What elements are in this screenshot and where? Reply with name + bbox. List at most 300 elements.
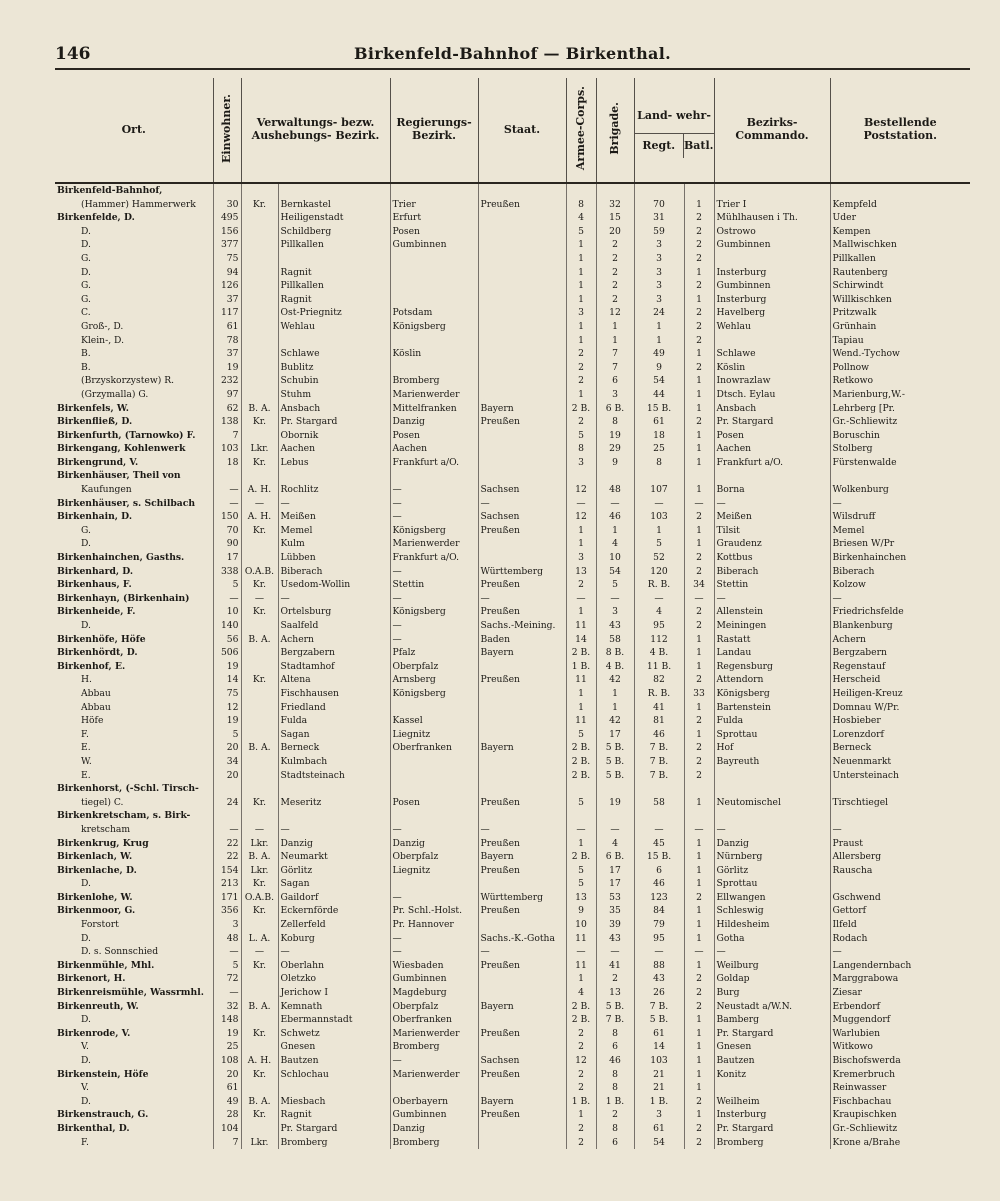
entry-admin-district: Usedom-Wollin bbox=[278, 578, 390, 592]
entry-state: Württemberg bbox=[478, 891, 566, 905]
entry-brigade: 8 bbox=[596, 415, 634, 429]
entry-post-station: Kremerbruch bbox=[830, 1068, 970, 1082]
entry-district-command: Meißen bbox=[714, 510, 830, 524]
entry-state: Bayern bbox=[478, 1095, 566, 1109]
entry-admin-district: Schwetz bbox=[278, 1027, 390, 1041]
table-row bbox=[55, 510, 970, 524]
table-row bbox=[55, 252, 970, 266]
entry-inhabitants: 338 bbox=[213, 565, 241, 579]
entry-inhabitants: 37 bbox=[213, 293, 241, 307]
entry-regiment: 79 bbox=[634, 918, 684, 932]
table-body bbox=[55, 183, 970, 1149]
entry-post-station: Ziesar bbox=[830, 986, 970, 1000]
table-row bbox=[55, 809, 970, 823]
entry-regierungsbezirk: Gumbinnen bbox=[390, 972, 478, 986]
landwehr-batl: Batl. bbox=[684, 138, 714, 152]
entry-inhabitants: 18 bbox=[213, 456, 241, 470]
entry-battalion bbox=[684, 183, 714, 198]
entry-admin-type: A. H. bbox=[241, 510, 278, 524]
entry-inhabitants: 48 bbox=[213, 932, 241, 946]
entry-name: Birkenstein, Höfe bbox=[57, 1068, 149, 1080]
entry-state bbox=[478, 361, 566, 375]
table-row bbox=[55, 1095, 970, 1109]
table-row bbox=[55, 1040, 970, 1054]
entry-admin-district: Koburg bbox=[278, 932, 390, 946]
entry-brigade: 12 bbox=[596, 306, 634, 320]
entry-battalion: 2 bbox=[684, 673, 714, 687]
entry-admin-type bbox=[241, 1081, 278, 1095]
entry-admin-type bbox=[241, 429, 278, 443]
entry-post-station: — bbox=[830, 945, 970, 959]
entry-name: D. bbox=[81, 239, 91, 251]
entry-admin-type bbox=[241, 334, 278, 348]
entry-state bbox=[478, 551, 566, 565]
entry-brigade: 6 B. bbox=[596, 850, 634, 864]
entry-admin-district: Wehlau bbox=[278, 320, 390, 334]
entry-army-corps: 4 bbox=[566, 211, 596, 225]
table-row bbox=[55, 578, 970, 592]
entry-regierungsbezirk bbox=[390, 755, 478, 769]
entry-battalion: 2 bbox=[684, 361, 714, 375]
entry-inhabitants bbox=[213, 809, 241, 823]
entry-battalion: 2 bbox=[684, 1000, 714, 1014]
table-row bbox=[55, 1000, 970, 1014]
entry-brigade: 5 B. bbox=[596, 755, 634, 769]
entry-inhabitants: 19 bbox=[213, 1027, 241, 1041]
table-row bbox=[55, 769, 970, 783]
entry-name: D. bbox=[81, 878, 91, 890]
entry-admin-type bbox=[241, 1013, 278, 1027]
entry-army-corps: 1 bbox=[566, 320, 596, 334]
entry-admin-district: Zellerfeld bbox=[278, 918, 390, 932]
entry-army-corps: 11 bbox=[566, 714, 596, 728]
entry-inhabitants: 154 bbox=[213, 864, 241, 878]
entry-brigade: 17 bbox=[596, 877, 634, 891]
entry-inhabitants: 90 bbox=[213, 537, 241, 551]
entry-brigade: 1 bbox=[596, 334, 634, 348]
entry-inhabitants: 148 bbox=[213, 1013, 241, 1027]
entry-army-corps: 2 bbox=[566, 578, 596, 592]
entry-regierungsbezirk: Pr. Hannover bbox=[390, 918, 478, 932]
table-row bbox=[55, 361, 970, 375]
entry-admin-district: Sagan bbox=[278, 877, 390, 891]
entry-district-command: Weilburg bbox=[714, 959, 830, 973]
entry-inhabitants: 108 bbox=[213, 1054, 241, 1068]
entry-army-corps: 4 bbox=[566, 986, 596, 1000]
entry-regiment: 52 bbox=[634, 551, 684, 565]
entry-battalion: 1 bbox=[684, 1081, 714, 1095]
entry-regierungsbezirk bbox=[390, 877, 478, 891]
entry-brigade: 42 bbox=[596, 714, 634, 728]
entry-army-corps: 14 bbox=[566, 633, 596, 647]
entry-post-station: Lehrberg [Pr. bbox=[830, 402, 970, 416]
entry-admin-district bbox=[278, 334, 390, 348]
entry-post-station bbox=[830, 877, 970, 891]
entry-inhabitants: 17 bbox=[213, 551, 241, 565]
entry-inhabitants: 37 bbox=[213, 347, 241, 361]
entry-admin-type bbox=[241, 361, 278, 375]
entry-district-command: Görlitz bbox=[714, 864, 830, 878]
entry-battalion: 2 bbox=[684, 320, 714, 334]
entry-battalion: 1 bbox=[684, 266, 714, 280]
table-row bbox=[55, 932, 970, 946]
entry-brigade: 5 B. bbox=[596, 1000, 634, 1014]
entry-name: G. bbox=[81, 524, 91, 536]
entry-admin-district: Görlitz bbox=[278, 864, 390, 878]
entry-inhabitants: 7 bbox=[213, 429, 241, 443]
entry-state: Württemberg bbox=[478, 565, 566, 579]
entry-battalion: 1 bbox=[684, 388, 714, 402]
entry-post-station: — bbox=[830, 823, 970, 837]
entry-name: Birkenthal, D. bbox=[57, 1122, 130, 1134]
entry-name: D. bbox=[81, 620, 91, 631]
entry-post-station: Reinwasser bbox=[830, 1081, 970, 1095]
entry-regierungsbezirk: Gumbinnen bbox=[390, 238, 478, 252]
entry-inhabitants: — bbox=[213, 945, 241, 959]
entry-regierungsbezirk: Erfurt bbox=[390, 211, 478, 225]
entry-battalion: 2 bbox=[684, 741, 714, 755]
entry-regiment: 61 bbox=[634, 415, 684, 429]
entry-admin-type: O.A.B. bbox=[241, 565, 278, 579]
entry-regierungsbezirk: — bbox=[390, 945, 478, 959]
entry-army-corps: 5 bbox=[566, 877, 596, 891]
entry-admin-type bbox=[241, 320, 278, 334]
entry-admin-type bbox=[241, 728, 278, 742]
entry-regierungsbezirk: Posen bbox=[390, 429, 478, 443]
table-row bbox=[55, 388, 970, 402]
entry-regierungsbezirk: Wiesbaden bbox=[390, 959, 478, 973]
entry-army-corps: 13 bbox=[566, 891, 596, 905]
entry-admin-district: Ortelsburg bbox=[278, 605, 390, 619]
entry-name: Birkenhayn, (Birkenhain) bbox=[57, 592, 190, 604]
entry-regiment: 7 B. bbox=[634, 755, 684, 769]
entry-army-corps: 1 bbox=[566, 537, 596, 551]
entry-name: Birkenfels, W. bbox=[57, 402, 129, 414]
table-row bbox=[55, 238, 970, 252]
entry-army-corps: 1 bbox=[566, 238, 596, 252]
entry-regierungsbezirk: Marienwerder bbox=[390, 388, 478, 402]
entry-battalion: 1 bbox=[684, 483, 714, 497]
entry-inhabitants: 49 bbox=[213, 1095, 241, 1109]
entry-regiment: — bbox=[634, 497, 684, 511]
table-row bbox=[55, 320, 970, 334]
table-row bbox=[55, 796, 970, 810]
entry-name: D. bbox=[81, 1095, 91, 1107]
entry-brigade bbox=[596, 183, 634, 198]
entry-state: Sachsen bbox=[478, 1054, 566, 1068]
entry-battalion: — bbox=[684, 945, 714, 959]
table-row bbox=[55, 524, 970, 538]
entry-admin-district bbox=[278, 469, 390, 483]
entry-name: Birkenlohe, W. bbox=[57, 891, 133, 903]
entry-brigade: 53 bbox=[596, 891, 634, 905]
entry-post-station: Hosbieber bbox=[830, 714, 970, 728]
entry-regierungsbezirk: Oberpfalz bbox=[390, 850, 478, 864]
entry-battalion: 2 bbox=[684, 755, 714, 769]
entry-regierungsbezirk: Pfalz bbox=[390, 646, 478, 660]
entry-inhabitants: 232 bbox=[213, 374, 241, 388]
entry-admin-type: A. H. bbox=[241, 483, 278, 497]
entry-regiment: 7 B. bbox=[634, 769, 684, 783]
entry-regiment: 123 bbox=[634, 891, 684, 905]
entry-post-station: Retkowo bbox=[830, 374, 970, 388]
entry-battalion: 1 bbox=[684, 1013, 714, 1027]
entry-admin-district: Stuhm bbox=[278, 388, 390, 402]
table-row bbox=[55, 687, 970, 701]
entry-district-command: Tilsit bbox=[714, 524, 830, 538]
entry-admin-district: Bergzabern bbox=[278, 646, 390, 660]
entry-battalion: 2 bbox=[684, 551, 714, 565]
entry-state bbox=[478, 306, 566, 320]
entry-brigade: 17 bbox=[596, 728, 634, 742]
entry-admin-district: Ragnit bbox=[278, 1108, 390, 1122]
entry-admin-district: Biberach bbox=[278, 565, 390, 579]
entry-brigade: 2 bbox=[596, 279, 634, 293]
table-row bbox=[55, 334, 970, 348]
entry-admin-type bbox=[241, 918, 278, 932]
entry-state bbox=[478, 769, 566, 783]
entry-admin-district: Gnesen bbox=[278, 1040, 390, 1054]
entry-regiment: 15 B. bbox=[634, 850, 684, 864]
entry-regierungsbezirk: — bbox=[390, 497, 478, 511]
entry-name: Birkenhainchen, Gasths. bbox=[57, 552, 185, 564]
table-row bbox=[55, 469, 970, 483]
entry-state: Bayern bbox=[478, 741, 566, 755]
col-verwaltung: Verwaltungs- bezw. Aushebungs- Bezirk. bbox=[241, 78, 390, 183]
entry-admin-type bbox=[241, 293, 278, 307]
entry-brigade: 1 bbox=[596, 687, 634, 701]
table-row bbox=[55, 728, 970, 742]
entry-brigade: — bbox=[596, 592, 634, 606]
entry-regiment: 49 bbox=[634, 347, 684, 361]
entry-inhabitants: 25 bbox=[213, 1040, 241, 1054]
entry-battalion: 1 bbox=[684, 456, 714, 470]
entry-regierungsbezirk: Bromberg bbox=[390, 1040, 478, 1054]
entry-post-station: Wilsdruff bbox=[830, 510, 970, 524]
entry-regiment: 25 bbox=[634, 442, 684, 456]
entry-regiment: R. B. bbox=[634, 687, 684, 701]
entry-admin-district: Bernkastel bbox=[278, 198, 390, 212]
entry-admin-type bbox=[241, 972, 278, 986]
entry-army-corps: 11 bbox=[566, 932, 596, 946]
entry-post-station: Warlubien bbox=[830, 1027, 970, 1041]
entry-state: Preußen bbox=[478, 1027, 566, 1041]
entry-admin-type bbox=[241, 469, 278, 483]
entry-regierungsbezirk: — bbox=[390, 592, 478, 606]
entry-post-station: Kempen bbox=[830, 225, 970, 239]
entry-name: Birkenhaus, F. bbox=[57, 579, 132, 591]
entry-inhabitants bbox=[213, 782, 241, 796]
col-ort: Ort. bbox=[55, 78, 213, 183]
entry-admin-type: — bbox=[241, 823, 278, 837]
entry-regierungsbezirk: Oberpfalz bbox=[390, 660, 478, 674]
entry-brigade: 1 bbox=[596, 524, 634, 538]
entry-regiment: 21 bbox=[634, 1081, 684, 1095]
entry-name: Birkenlache, D. bbox=[57, 864, 137, 876]
entry-state: Bayern bbox=[478, 646, 566, 660]
entry-regiment: 46 bbox=[634, 728, 684, 742]
entry-regierungsbezirk bbox=[390, 769, 478, 783]
entry-admin-type: — bbox=[241, 592, 278, 606]
entry-admin-type bbox=[241, 660, 278, 674]
entry-district-command bbox=[714, 469, 830, 483]
entry-brigade: 2 bbox=[596, 1108, 634, 1122]
table-row bbox=[55, 972, 970, 986]
entry-admin-type bbox=[241, 769, 278, 783]
entry-regiment: 120 bbox=[634, 565, 684, 579]
entry-admin-district bbox=[278, 183, 390, 198]
table-row bbox=[55, 605, 970, 619]
entry-name: E. bbox=[81, 769, 91, 781]
gazetteer-table bbox=[55, 78, 970, 1149]
entry-district-command: Burg bbox=[714, 986, 830, 1000]
entry-post-station: Lorenzdorf bbox=[830, 728, 970, 742]
entry-state bbox=[478, 1013, 566, 1027]
entry-battalion: 2 bbox=[684, 769, 714, 783]
entry-admin-type: Lkr. bbox=[241, 864, 278, 878]
entry-regiment: 44 bbox=[634, 388, 684, 402]
entry-battalion: 2 bbox=[684, 225, 714, 239]
entry-regierungsbezirk: Marienwerder bbox=[390, 1027, 478, 1041]
entry-district-command: — bbox=[714, 497, 830, 511]
entry-admin-type bbox=[241, 986, 278, 1000]
col-armee-corps: Armee-Corps. bbox=[566, 78, 596, 183]
entry-regiment: 11 B. bbox=[634, 660, 684, 674]
table-row bbox=[55, 891, 970, 905]
entry-army-corps: 3 bbox=[566, 456, 596, 470]
entry-admin-type: Lkr. bbox=[241, 442, 278, 456]
entry-admin-district: Lübben bbox=[278, 551, 390, 565]
entry-name: G. bbox=[81, 252, 91, 264]
entry-post-station: Rauscha bbox=[830, 864, 970, 878]
entry-regierungsbezirk: Posen bbox=[390, 225, 478, 239]
entry-army-corps bbox=[566, 782, 596, 796]
entry-district-command: Gnesen bbox=[714, 1040, 830, 1054]
entry-army-corps: 2 bbox=[566, 1122, 596, 1136]
table-row bbox=[55, 537, 970, 551]
entry-army-corps: 5 bbox=[566, 225, 596, 239]
entry-inhabitants: 10 bbox=[213, 605, 241, 619]
entry-regierungsbezirk: Königsberg bbox=[390, 320, 478, 334]
entry-battalion: 2 bbox=[684, 972, 714, 986]
entry-army-corps: 3 bbox=[566, 306, 596, 320]
table-row bbox=[55, 1122, 970, 1136]
entry-admin-type bbox=[241, 782, 278, 796]
entry-brigade: 1 B. bbox=[596, 1095, 634, 1109]
entry-regiment: 1 B. bbox=[634, 1095, 684, 1109]
entry-brigade: 48 bbox=[596, 483, 634, 497]
entry-name: Birkenmoor, G. bbox=[57, 905, 136, 917]
entry-name: Birkenkrug, Krug bbox=[57, 837, 149, 849]
entry-admin-district: Lebus bbox=[278, 456, 390, 470]
entry-army-corps: 2 bbox=[566, 374, 596, 388]
entry-regiment: 6 bbox=[634, 864, 684, 878]
entry-admin-type bbox=[241, 646, 278, 660]
entry-state: — bbox=[478, 823, 566, 837]
entry-army-corps: 1 bbox=[566, 334, 596, 348]
table-row bbox=[55, 225, 970, 239]
entry-battalion: 1 bbox=[684, 1108, 714, 1122]
entry-name: Birkenhain, D. bbox=[57, 511, 133, 523]
entry-state bbox=[478, 388, 566, 402]
entry-admin-district: Heiligenstadt bbox=[278, 211, 390, 225]
entry-district-command: Gumbinnen bbox=[714, 238, 830, 252]
entry-brigade: 2 bbox=[596, 266, 634, 280]
entry-name: Höfe bbox=[81, 715, 104, 727]
entry-state: — bbox=[478, 592, 566, 606]
entry-regierungsbezirk: — bbox=[390, 483, 478, 497]
entry-admin-type: Kr. bbox=[241, 524, 278, 538]
entry-admin-district: Achern bbox=[278, 633, 390, 647]
entry-state bbox=[478, 918, 566, 932]
entry-post-station: Langendernbach bbox=[830, 959, 970, 973]
entry-army-corps: 2 bbox=[566, 347, 596, 361]
entry-inhabitants: 150 bbox=[213, 510, 241, 524]
entry-army-corps: 8 bbox=[566, 198, 596, 212]
entry-army-corps: 1 bbox=[566, 279, 596, 293]
entry-brigade: 43 bbox=[596, 619, 634, 633]
entry-state: Preußen bbox=[478, 524, 566, 538]
table-row bbox=[55, 755, 970, 769]
entry-post-station: Kolzow bbox=[830, 578, 970, 592]
entry-brigade: — bbox=[596, 945, 634, 959]
entry-battalion: 1 bbox=[684, 918, 714, 932]
table-row bbox=[55, 347, 970, 361]
entry-regierungsbezirk: Königsberg bbox=[390, 605, 478, 619]
entry-army-corps: — bbox=[566, 945, 596, 959]
entry-district-command: Regensburg bbox=[714, 660, 830, 674]
entry-name: Birkenhorst, (-Schl. Tirsch- bbox=[57, 783, 199, 795]
entry-admin-type: Kr. bbox=[241, 1027, 278, 1041]
entry-post-station: Ilfeld bbox=[830, 918, 970, 932]
entry-state bbox=[478, 374, 566, 388]
entry-name: Birkenfließ, D. bbox=[57, 416, 133, 428]
entry-name: Birkenreuth, W. bbox=[57, 1000, 139, 1012]
entry-inhabitants: 22 bbox=[213, 850, 241, 864]
entry-brigade: 7 bbox=[596, 361, 634, 375]
entry-admin-district: Saalfeld bbox=[278, 619, 390, 633]
entry-admin-district: Neumarkt bbox=[278, 850, 390, 864]
entry-inhabitants: 104 bbox=[213, 1122, 241, 1136]
entry-regiment: 3 bbox=[634, 238, 684, 252]
entry-admin-type: Kr. bbox=[241, 1068, 278, 1082]
entry-regiment: 26 bbox=[634, 986, 684, 1000]
entry-name: Birkengang, Kohlenwerk bbox=[57, 443, 186, 455]
entry-battalion: 1 bbox=[684, 293, 714, 307]
entry-post-station: Witkowo bbox=[830, 1040, 970, 1054]
entry-inhabitants: 138 bbox=[213, 415, 241, 429]
entry-district-command: Hildesheim bbox=[714, 918, 830, 932]
entry-inhabitants: 56 bbox=[213, 633, 241, 647]
entry-army-corps: 12 bbox=[566, 510, 596, 524]
entry-brigade: — bbox=[596, 823, 634, 837]
entry-state bbox=[478, 266, 566, 280]
entry-battalion: 33 bbox=[684, 687, 714, 701]
entry-post-station: Erbendorf bbox=[830, 1000, 970, 1014]
entry-inhabitants: 495 bbox=[213, 211, 241, 225]
entry-admin-type bbox=[241, 701, 278, 715]
entry-state: — bbox=[478, 497, 566, 511]
entry-army-corps: 1 bbox=[566, 972, 596, 986]
entry-state: Sachsen bbox=[478, 510, 566, 524]
entry-admin-type: Kr. bbox=[241, 673, 278, 687]
entry-regierungsbezirk bbox=[390, 361, 478, 375]
entry-regierungsbezirk: Gumbinnen bbox=[390, 1108, 478, 1122]
entry-regierungsbezirk: — bbox=[390, 1054, 478, 1068]
entry-battalion: 2 bbox=[684, 891, 714, 905]
entry-regierungsbezirk: — bbox=[390, 932, 478, 946]
entry-inhabitants: 14 bbox=[213, 673, 241, 687]
